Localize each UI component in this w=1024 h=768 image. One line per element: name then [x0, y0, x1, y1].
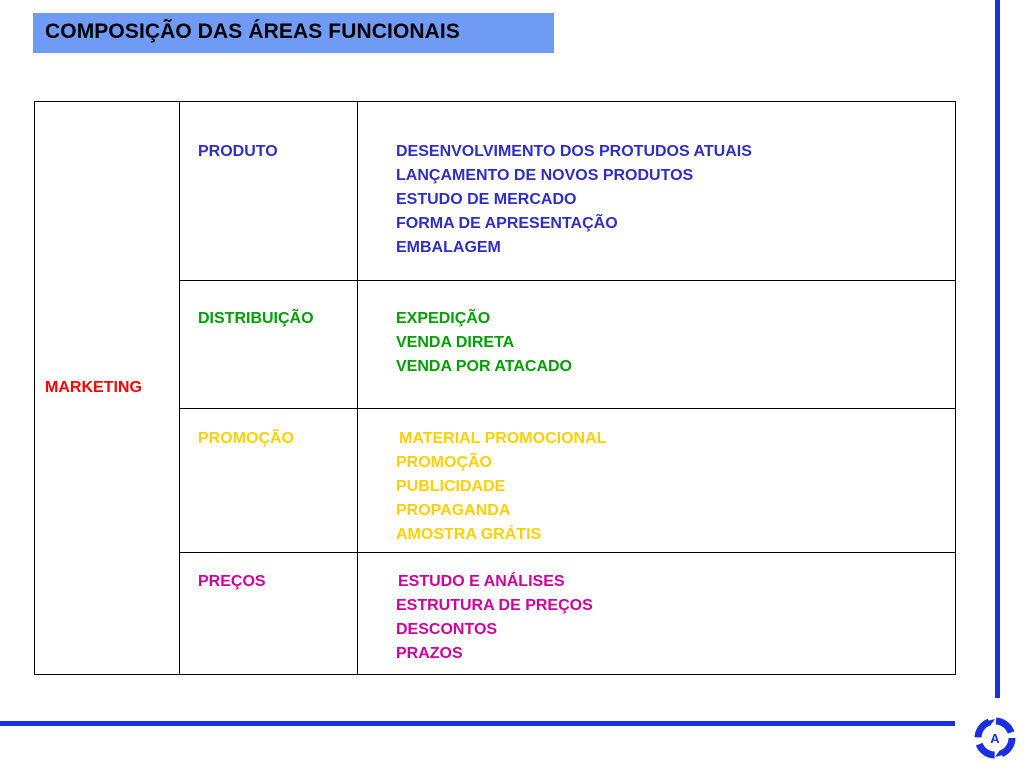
list-item: PROPAGANDA: [396, 502, 511, 519]
list-item: VENDA DIRETA: [396, 334, 515, 351]
bottom-accent-line: [0, 721, 955, 726]
list-item: FORMA DE APRESENTAÇÃO: [396, 215, 618, 232]
group-label-produto: PRODUTO: [198, 143, 278, 160]
group-label-precos: PREÇOS: [198, 573, 266, 590]
group-label-cell: [180, 281, 358, 409]
list-item: LANÇAMENTO DE NOVOS PRODUTOS: [396, 167, 694, 184]
list-item: PUBLICIDADE: [396, 478, 506, 495]
list-item: EMBALAGEM: [396, 239, 501, 256]
group-label-cell: [180, 553, 358, 675]
table-row: [35, 102, 956, 281]
group-label-cell: [180, 409, 358, 553]
list-item: PRAZOS: [396, 645, 463, 662]
list-item: PROMOÇÃO: [396, 454, 492, 471]
list-item: DESENVOLVIMENTO DOS PROTUDOS ATUAIS: [396, 143, 752, 160]
group-label-cell: [180, 102, 358, 281]
group-items-cell: [358, 281, 956, 409]
group-items-cell: [358, 553, 956, 675]
main-area-cell: [35, 102, 180, 675]
logo-letter: A: [990, 731, 1000, 746]
group-items-cell: [358, 102, 956, 281]
list-item: ESTUDO E ANÁLISES: [398, 573, 565, 590]
recycle-arrows-logo-icon: [973, 716, 1017, 760]
list-item: EXPEDIÇÃO: [396, 310, 491, 327]
group-label-promocao: PROMOÇÃO: [198, 430, 294, 447]
main-area-label: MARKETING: [45, 379, 142, 396]
functional-areas-table: [34, 101, 956, 675]
page-title: COMPOSIÇÃO DAS ÁREAS FUNCIONAIS: [33, 13, 554, 53]
list-item: ESTUDO DE MERCADO: [396, 191, 577, 208]
list-item: AMOSTRA GRÁTIS: [396, 526, 542, 543]
group-label-distribuicao: DISTRIBUIÇÃO: [198, 310, 314, 327]
group-items-cell: [358, 409, 956, 553]
list-item: DESCONTOS: [396, 621, 498, 638]
list-item: VENDA POR ATACADO: [396, 358, 572, 375]
list-item: MATERIAL PROMOCIONAL: [399, 430, 607, 447]
right-accent-line: [995, 0, 1000, 698]
list-item: ESTRUTURA DE PREÇOS: [396, 597, 593, 614]
